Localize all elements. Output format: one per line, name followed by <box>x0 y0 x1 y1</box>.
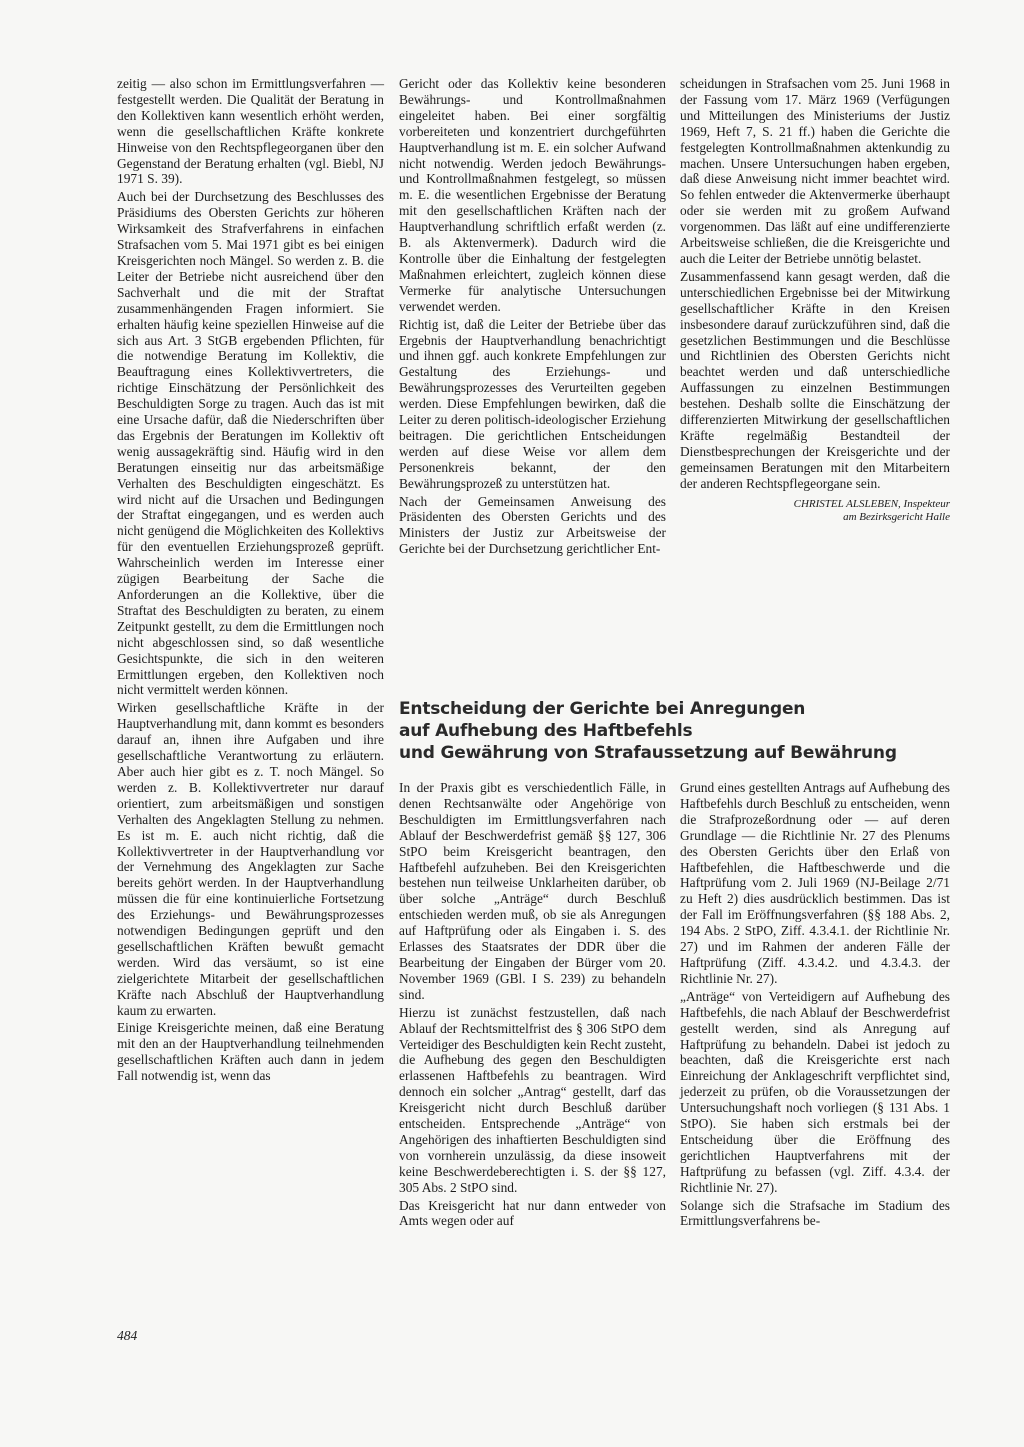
paragraph: In der Praxis gibt es verschiedentlich Fälle, in denen Rechtsanwälte oder Angehörige von Beschuldigten im Ermittlungsverfahren nach Ablauf der Beschwerdefrist gemäß §§ 127, 306 StPO beim Kreisgericht beantragen, den Haftbefehl aufzuheben. Bei den Kreisgerichten bestehen nun teilweise Unklarheiten darüber, ob über solche „Anträge“ durch Beschluß entschieden werden muß, ob sie als Anregungen auf Haftprüfung oder als Eingaben i. S. des Erlasses des Staatsrates der DDR über die Bearbeitung der Eingaben der Bürger vom 20. November 1969 (GBl. I S. 239) zu behandeln sind. <box>399 780 666 1002</box>
paragraph: Das Kreisgericht hat nur dann entweder von Amts wegen oder auf <box>399 1197 666 1229</box>
paragraph: Grund eines gestellten Antrags auf Aufhebung des Haftbefehls durch Beschluß zu entscheiden, wenn die Strafprozeßordnung oder — auf deren Grundlage — die Richtlinie Nr. 27 des Plenums des Obersten Gerichts über den Erlaß von Haftbefehlen, die Haftbeschwerde und die Haftprüfung vom 2. Juli 1969 (NJ-Beilage 2/71 zu Heft 2) dies ausdrücklich bestimmen. Das ist der Fall im Eröffnungsverfahren (§§ 188 Abs. 2, 194 Abs. 2 StPO, Ziff. 4.3.4.1. der Richtlinie Nr. 27) und im Rahmen der anderen Fälle der Haftprüfung (Ziff. 4.3.4.2. und 4.3.4.3. der Richtlinie Nr. 27). <box>680 780 950 986</box>
page-number: 484 <box>117 1328 138 1343</box>
paragraph: Nach der Gemeinsamen Anweisung des Präsidenten des Obersten Gerichts und des Ministers der Justiz zur Arbeitsweise der Gerichte bei der Durchsetzung gerichtlicher Ent- <box>399 493 666 557</box>
headline-line: auf Aufhebung des Haftbefehls <box>399 721 693 741</box>
paragraph: Einige Kreisgerichte meinen, daß eine Beratung mit den an der Hauptverhandlung teilnehmenden gesellschaftlichen Kräften auch dann in jedem Fall notwendig ist, wenn das <box>117 1020 384 1084</box>
paragraph: scheidungen in Strafsachen vom 25. Juni 1968 in der Fassung vom 17. März 1969 (Verfügungen und Mitteilungen des Ministeriums der Justiz 1969, Heft 7, S. 21 ff.) haben die Gerichte die festgelegten Kontrollmaßnahmen aktenkundig zu machen. Unsere Untersuchungen haben ergeben, daß diese Anweisung nicht immer beachtet wird. So fehlen entweder die Aktenvermerke überhaupt oder sie werden mit zu großem Aufwand vorgenommen. Das läßt auf eine undifferenzierte Arbeitsweise schließen, die die Kreisgerichte und auch die Leiter der Betriebe unnötig belastet. <box>680 76 950 266</box>
article-headline <box>399 698 959 764</box>
paragraph: zeitig — also schon im Ermittlungsverfahren — festgestellt werden. Die Qualität der Beratung in den Kollektiven kann wesentlich erhöht werden, wenn die gesellschaftlichen Kräfte konkrete Hinweise von den Rechtspflegeorganen über den Gegenstand der Beratung erhalten (vgl. Biebl, NJ 1971 S. 39). <box>117 76 384 187</box>
text-column-4 <box>399 780 666 1229</box>
paragraph: Zusammenfassend kann gesagt werden, daß die unterschiedlichen Ergebnisse bei der Mitwirkung gesellschaftlicher Kräfte in den Kreisen insbesondere darauf zurückzuführen sind, daß die gesetzlichen Bestimmungen und die Beschlüsse und Richtlinien des Obersten Gerichts nicht beachtet werden und daß unterschiedliche Auffassungen zu einzelnen Bestimmungen bestehen. Deshalb sollte die Einschätzung der differenzierten Mitwirkung der gesellschaftlichen Kräfte regelmäßig Bestandteil der Dienstbesprechungen der Kreisgerichte und der gemeinsamen Beratungen mit den Mitarbeitern der anderen Rechtspflegeorgane sein. <box>680 268 950 491</box>
paragraph: Gericht oder das Kollektiv keine besonderen Bewährungs- und Kontrollmaßnahmen eingeleitet haben. Bei einer sorgfältig vorbereiteten und konzentriert durchgeführten Hauptverhandlung ist m. E. ein solcher Aufwand nicht notwendig. Werden jedoch Bewährungs- und Kontrollmaßnahmen festgelegt, so müssen m. E. die wesentlichen Ergebnisse der Beratung mit den gesellschaftlichen Kräften nach der Hauptverhandlung schriftlich erfaßt werden (z. B. als Aktenvermerk). Dadurch wird die Kontrolle über die Einhaltung der festgelegten Maßnahmen erleichtert, zugleich können diese Vermerke für analytische Untersuchungen verwendet werden. <box>399 76 666 314</box>
text-column-1 <box>117 76 384 1084</box>
text-column-5 <box>680 780 950 1229</box>
paragraph: Richtig ist, daß die Leiter der Betriebe über das Ergebnis der Hauptverhandlung benachrichtigt und ihnen ggf. auch konkrete Empfehlungen zur Gestaltung des Erziehungs- und Bewährungsprozesses des Verurteilten gegeben werden. Diese Empfehlungen bewirken, daß die Leiter zu deren politisch-ideologischer Erziehung beitragen. Die gerichtlichen Entscheidungen werden auf diese Weise vor allem dem Personenkreis bekannt, der den Bewährungsprozeß zu unterstützen hat. <box>399 316 666 491</box>
paragraph: Auch bei der Durchsetzung des Beschlusses des Präsidiums des Obersten Gerichts zur höheren Wirksamkeit des Strafverfahrens in einfachen Strafsachen vom 5. Mai 1971 gibt es bei einigen Kreisgerichten noch Mängel. So werden z. B. die Leiter der Betriebe nicht ausreichend über den Sachverhalt und die mit der Straftat zusammenhängenden Fragen informiert. Sie erhalten häufig keine speziellen Hinweise auf die sich aus Art. 3 StGB ergebenden Pflichten, für die notwendige Beratung im Kollektiv, die Beauftragung eines Kollektivvertreters, die richtige Einschätzung der Persönlichkeit des Beschuldigten Sorge zu tragen. Auch das ist mit eine Ursache dafür, daß die Niederschriften über das Ergebnis der Beratungen im Kollektiv oft wenig aussagekräftig sind. Häufig wird in den Beratungen einseitig nur das arbeitsmäßige Verhalten des Beschuldigten eingeschätzt. Es wird nicht auf die Ursachen und Bedingungen der Straftat eingegangen, und es werden auch nicht genügend die Möglichkeiten des Kollektivs für den eventuellen Erziehungsprozeß geprüft. Wahrscheinlich werden im Interesse einer zügigen Bearbeitung der Sache die Anforderungen an die Kollektive, über die Straftat des Beschuldigten zu beraten, zu einem Zeitpunkt gestellt, zu dem die Ermittlungen noch nicht abgeschlossen sind, so daß wesentliche Gesichtspunkte, die sich in den weiteren Ermittlungen ergeben, den Kollektiven noch nicht vermittelt werden können. <box>117 189 384 698</box>
text-column-2 <box>399 76 666 557</box>
author-affiliation-line: am Bezirksgericht Halle <box>843 510 950 523</box>
text-column-3 <box>680 76 950 524</box>
headline-line: Entscheidung der Gerichte bei Anregungen <box>399 699 806 719</box>
author-signature <box>680 498 950 524</box>
paragraph: Wirken gesellschaftliche Kräfte in der Hauptverhandlung mit, dann kommt es besonders darauf an, ihnen ihre Aufgaben und ihre gesellschaftliche Verantwortung zu erläutern. Aber auch hier gibt es z. T. noch Mängel. So werden z. B. Kollektivvertreter nur darauf orientiert, zum arbeitsmäßigen und sonstigen Verhalten des Angeklagten Stellung zu nehmen. Es ist m. E. auch nicht richtig, daß die Kollektivvertreter in der Hauptverhandlung vor der Vernehmung des Angeklagten zur Sache bereits gehört werden. In der Hauptverhandlung müssen die für eine kontinuierliche Fortsetzung des Erziehungs- und Bewährungsprozesses notwendigen Bedingungen geprüft und den gesellschaftlichen Kräften bewußt gemacht werden. Wird das versäumt, so ist eine zielgerichtete Mitarbeit der gesellschaftlichen Kräfte nach Abschluß der Hauptverhandlung kaum zu erwarten. <box>117 700 384 1018</box>
paragraph: Hierzu ist zunächst festzustellen, daß nach Ablauf der Rechtsmittelfrist des § 306 StPO dem Verteidiger des Beschuldigten kein Recht zusteht, die Aufhebung des gegen den Beschuldigten erlassenen Haftbefehls zu beantragen. Wird dennoch ein solcher „Antrag“ gestellt, darf das Kreisgericht nicht durch Beschluß darüber entscheiden. Entsprechende „Anträge“ von Angehörigen des inhaftierten Beschuldigten sind von vornherein unzulässig, da diese insoweit keine Beschwerdeberechtigten i. S. der §§ 127, 305 Abs. 2 StPO sind. <box>399 1004 666 1195</box>
paragraph: „Anträge“ von Verteidigern auf Aufhebung des Haftbefehls, die nach Ablauf der Beschwerdefrist gestellt werden, sind als Anregung auf Haftprüfung zu behandeln. Dabei ist jedoch zu beachten, daß die Kreisgerichte erst nach Einreichung der Anklageschrift verpflichtet sind, jederzeit zu prüfen, ob die Voraussetzungen der Untersuchungshaft noch vorliegen (§ 131 Abs. 1 StPO). Sie haben sich erstmals bei der Entscheidung über die Eröffnung des gerichtlichen Hauptverfahrens mit der Haftprüfung zu befassen (vgl. Ziff. 4.3.4. der Richtlinie Nr. 27). <box>680 988 950 1195</box>
paragraph: Solange sich die Strafsache im Stadium des Ermittlungsverfahrens be- <box>680 1197 950 1229</box>
headline-line: und Gewährung von Strafaussetzung auf Bewährung <box>399 743 897 763</box>
author-name-line: CHRISTEL ALSLEBEN, Inspekteur <box>793 497 950 510</box>
